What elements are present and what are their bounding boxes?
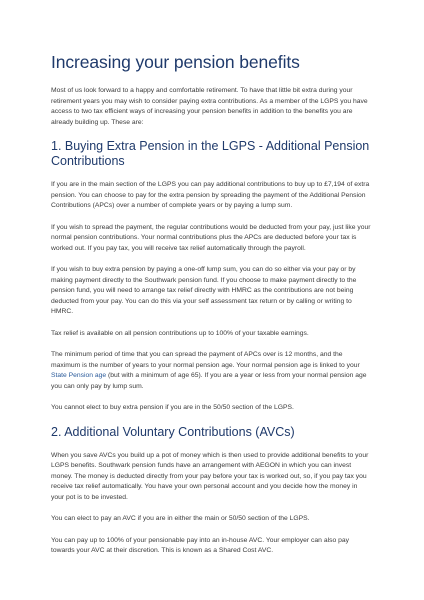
- section-1-paragraph-1: If you are in the main section of the LGPS you can pay additional contributions to buy up to £7,194 of extra pension. You can choose to pay for the extra pension by spreading the payment of the Additional Pension Contributions (APCs) over a number of complete years or by paying a lump sum.: [51, 181, 370, 209]
- section-1-paragraph-6: You cannot elect to buy extra pension if you are in the 50/50 section of the LGPS.: [51, 404, 294, 411]
- intro-paragraph: Most of us look forward to a happy and comfortable retirement. To have that little bit extra during your retirement years you may wish to consider paying extra contributions. As a member of the LGPS you have access to two tax efficient ways of increasing your pension benefits in addition to the benefits you are already building up. These are:: [51, 87, 368, 126]
- section-2-paragraph-2: You can elect to pay an AVC if you are in either the main or 50/50 section of the LGPS.: [51, 515, 310, 522]
- page-title: Increasing your pension benefits: [51, 52, 300, 72]
- section-1-paragraph-5: [51, 350, 372, 392]
- state-pension-age-link[interactable]: State Pension age: [51, 372, 107, 379]
- section-1-heading: 1. Buying Extra Pension in the LGPS - Additional Pension Contributions: [51, 139, 370, 168]
- section-1-paragraph-3: If you wish to buy extra pension by paying a one-off lump sum, you can do so either via your pay or by making payment directly to the Southwark pension fund. If you choose to make payment directly to the pension fund, you will need to arrange tax relief directly with HMRC as the contributions are not being deducted from your pay. You can do this via your self assessment tax return or by calling or writing to HMRC.: [51, 266, 357, 315]
- section-1-paragraph-4: Tax relief is available on all pension contributions up to 100% of your taxable earnings.: [51, 329, 309, 337]
- section-2-heading: 2. Additional Voluntary Contributions (AVCs): [51, 424, 295, 439]
- paragraph-5-text-start: The minimum period of time that you can spread the payment of APCs over is 12 months, and the maximum is the number of years to your normal pension age. Your normal pension age is linked to your: [51, 351, 360, 369]
- paragraph-5-text-end: (but with a minimum of age 65). If you are a year or less from your normal pension age you can only pay by lump sum.: [51, 372, 367, 390]
- section-2-paragraph-3: You can pay up to 100% of your pensionable pay into an in-house AVC. Your employer can also pay towards your AVC at their discretion. This is known as a Shared Cost AVC.: [51, 536, 349, 554]
- section-1-paragraph-2: If you wish to spread the payment, the regular contributions would be deducted from your pay, just like your normal pension contributions. Your normal contributions plus the APCs are deducted before your tax is worked out. If you pay tax, you will receive tax relief automatically through the payroll.: [51, 223, 371, 252]
- section-2-paragraph-1: When you save AVCs you build up a pot of money which is then used to provide additional benefits to your LGPS benefits. Southwark pension funds have an arrangement with AEGON in which you can invest money. The money is deducted directly from your pay before your tax is worked out, so, if you pay tax you receive tax relief automatically. You have your own personal account and you decide how the money in your pot is to be invested.: [51, 451, 369, 501]
